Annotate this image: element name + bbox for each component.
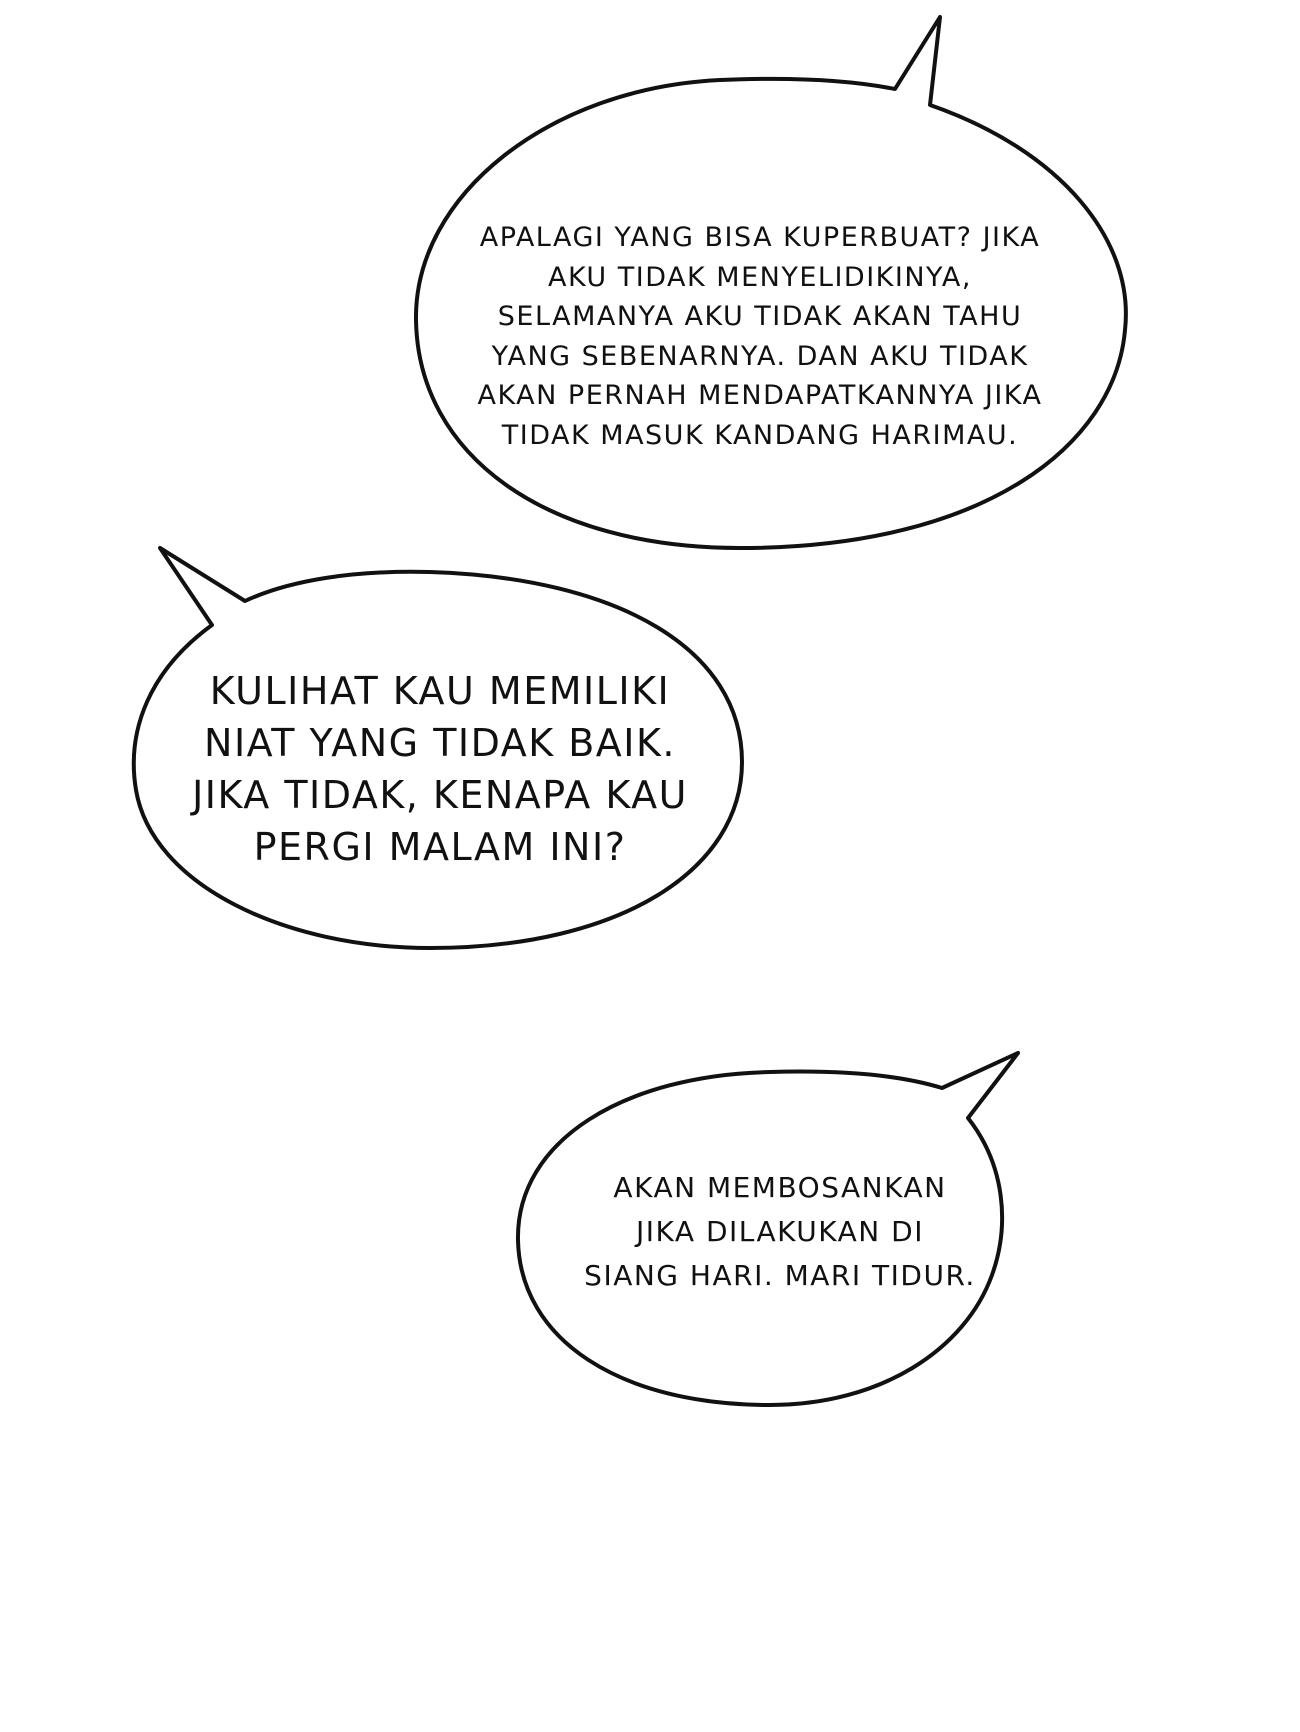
dialogue-line: PERGI MALAM INI? <box>253 825 627 869</box>
dialogue-line: YANG SEBENARNYA. DAN AKU TIDAK <box>491 340 1029 372</box>
speech-bubble-1-text <box>470 218 1050 455</box>
dialogue-line: SIANG HARI. MARI TIDUR. <box>584 1259 976 1292</box>
dialogue-line: SELAMANYA AKU TIDAK AKAN TAHU <box>497 301 1023 332</box>
dialogue-line: NIAT YANG TIDAK BAIK. <box>204 721 676 765</box>
speech-bubble-3-text <box>540 1166 1020 1298</box>
dialogue-line: AKU TIDAK MENYELIDIKINYA, <box>547 261 972 293</box>
dialogue-line: AKAN MEMBOSANKAN <box>613 1171 947 1204</box>
dialogue-line: APALAGI YANG BISA KUPERBUAT? JIKA <box>479 222 1041 253</box>
dialogue-line: AKAN PERNAH MENDAPATKANNYA JIKA <box>477 380 1043 411</box>
speech-bubble-2-text <box>170 665 710 873</box>
dialogue-line: JIKA DILAKUKAN DI <box>636 1215 924 1248</box>
dialogue-line: JIKA TIDAK, KENAPA KAU <box>192 773 688 817</box>
dialogue-line: TIDAK MASUK KANDANG HARIMAU. <box>501 419 1019 451</box>
dialogue-line: KULIHAT KAU MEMILIKI <box>209 669 671 713</box>
